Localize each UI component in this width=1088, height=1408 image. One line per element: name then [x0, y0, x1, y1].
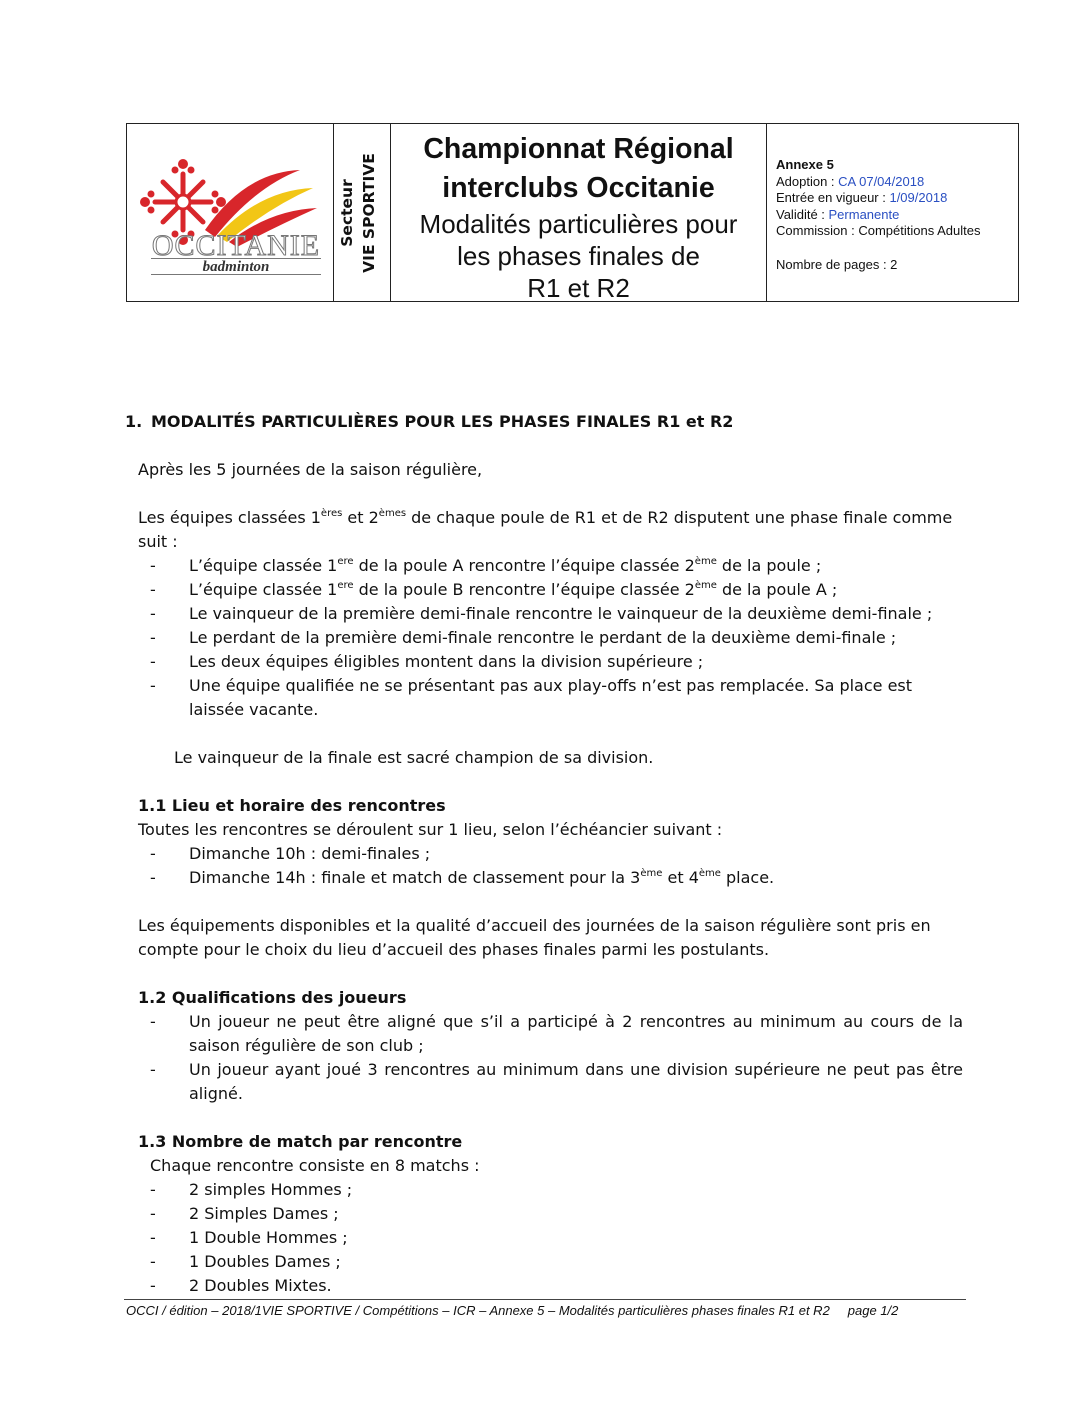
- section-1-1-intro: Toutes les rencontres se déroulent sur 1 lieu, selon l’échéancier suivant :: [138, 820, 723, 839]
- adoption-value: CA 07/04/2018: [838, 173, 925, 189]
- section-1-1-heading: 1.1 Lieu et horaire des rencontres: [138, 796, 446, 815]
- meta-cell: [767, 124, 1018, 301]
- validite-label: Validité :: [776, 206, 829, 222]
- secteur-label: Secteur: [338, 178, 356, 247]
- list-item: - Dimanche 10h : demi-finales ;: [150, 844, 431, 863]
- section-1-list: [138, 554, 963, 722]
- title-line-5: R1 et R2: [527, 273, 630, 303]
- vigueur-row: [776, 190, 1018, 207]
- list-item: - 1 Doubles Dames ;: [150, 1252, 341, 1271]
- section-number: 1.: [125, 412, 143, 431]
- logo-subtitle: badminton: [202, 259, 270, 275]
- section-title: MODALITÉS PARTICULIÈRES POUR LES PHASES FINALES R1 et R2: [151, 412, 734, 431]
- section-1-teams: Les équipes classées 1ères et 2èmes de chaque poule de R1 et de R2 disputent une phase finale comme suit :: [138, 508, 953, 551]
- title-line-3: Modalités particulières pour: [419, 209, 738, 239]
- list-item: - Les deux équipes éligibles montent dans la division supérieure ;: [150, 652, 704, 671]
- section-1-1-list: [138, 842, 963, 890]
- title-line-2: interclubs Occitanie: [442, 172, 715, 204]
- document-body: [125, 410, 963, 1298]
- list-item: - 2 simples Hommes ;: [150, 1180, 353, 1199]
- section-1-heading: [125, 410, 963, 434]
- title-cell: [391, 124, 767, 301]
- adoption-row: [776, 174, 1018, 191]
- header-table: [126, 123, 1019, 302]
- footer-divider: [124, 1299, 966, 1300]
- section-1-2-heading: 1.2 Qualifications des joueurs: [138, 988, 407, 1007]
- list-item: - Un joueur ayant joué 3 rencontres au minimum dans une division supérieure ne peut pas être aligné.: [150, 1060, 963, 1103]
- section-1-intro: Après les 5 journées de la saison régulière,: [138, 460, 483, 479]
- commission-row: Commission : Compétitions Adultes: [776, 223, 981, 238]
- champion-sentence: Le vainqueur de la finale est sacré champion de sa division.: [174, 748, 654, 767]
- section-1-3-list: [138, 1178, 963, 1298]
- vigueur-value: 1/09/2018: [889, 190, 948, 205]
- section-1-3-intro: Chaque rencontre consiste en 8 matchs :: [150, 1156, 480, 1175]
- logo-divider: [151, 274, 321, 275]
- annexe-label: Annexe 5: [776, 157, 834, 172]
- vigueur-label: Entrée en vigueur :: [776, 190, 890, 205]
- pages-row: Nombre de pages : 2: [776, 256, 898, 272]
- logo-cell: [127, 124, 334, 301]
- list-item: - L’équipe classée 1ere de la poule A rencontre l’équipe classée 2ème de la poule ;: [150, 556, 822, 575]
- validite-value: Permanente: [828, 206, 900, 222]
- secteur-cell: [334, 124, 391, 301]
- list-item: - Une équipe qualifiée ne se présentant pas aux play-offs n’est pas remplacée. Sa place est laissée vacante.: [150, 676, 913, 719]
- list-item: - 2 Doubles Mixtes.: [150, 1276, 332, 1295]
- list-item: - Un joueur ne peut être aligné que s’il a participé à 2 rencontres au minimum au cours de la saison régulière de son club ;: [150, 1012, 963, 1055]
- title-line-4: les phases finales de: [457, 241, 700, 271]
- secteur-rotated-label: [336, 128, 388, 298]
- list-item: - L’équipe classée 1ere de la poule B rencontre l’équipe classée 2ème de la poule A ;: [150, 580, 838, 599]
- adoption-label: Adoption :: [776, 173, 839, 189]
- footer-text: OCCI / édition – 2018/1VIE SPORTIVE / Compétitions – ICR – Annexe 5 – Modalités particulières phases finales R1 et R2: [126, 1303, 830, 1318]
- page-footer: [126, 1302, 968, 1319]
- list-item: - 1 Double Hommes ;: [150, 1228, 348, 1247]
- section-1-3-heading: 1.3 Nombre de match par rencontre: [138, 1132, 463, 1151]
- list-item: - 2 Simples Dames ;: [150, 1204, 339, 1223]
- list-item: - Le perdant de la première demi-finale rencontre le perdant de la deuxième demi-finale ;: [150, 628, 897, 647]
- validite-row: [776, 207, 1018, 224]
- page-number: page 1/2: [847, 1303, 899, 1318]
- secteur-value: VIE SPORTIVE: [360, 152, 378, 273]
- list-item: - Dimanche 14h : finale et match de classement pour la 3ème et 4ème place.: [150, 868, 775, 887]
- title-line-1: Championnat Régional: [423, 133, 734, 165]
- section-1-1-paragraph: Les équipements disponibles et la qualité d’accueil des journées de la saison régulière sont pris en compte pour le choix du lieu d’accueil des phases finales parmi les postulants.: [138, 916, 931, 959]
- logo-wordmark: OCCITANIE: [151, 229, 321, 262]
- section-1-2-list: [138, 1010, 963, 1106]
- list-item: - Le vainqueur de la première demi-finale rencontre le vainqueur de la deuxième demi-finale ;: [150, 604, 933, 623]
